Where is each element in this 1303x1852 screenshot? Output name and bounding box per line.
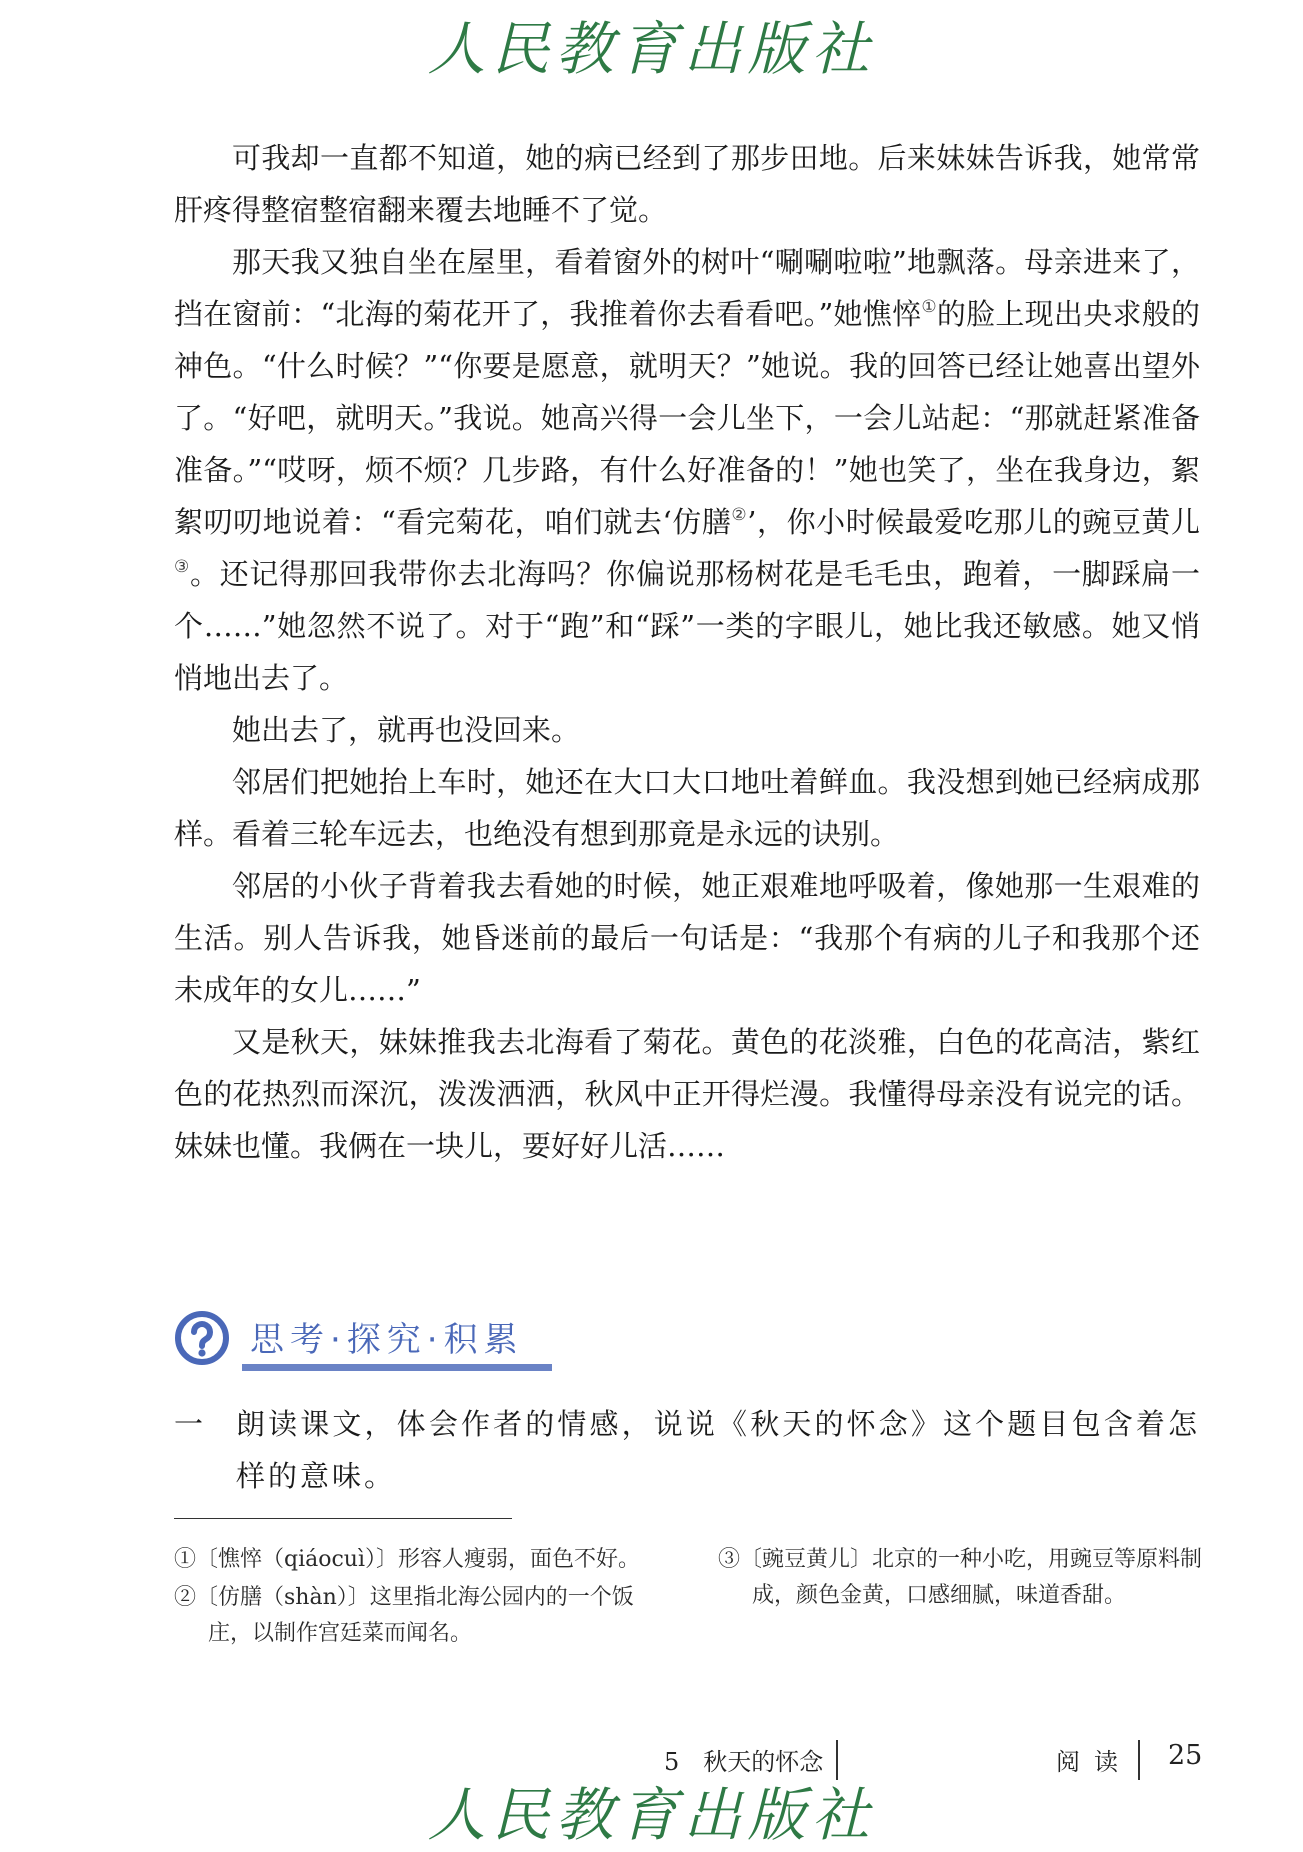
chapter-title: 5 秋天的怀念 [664,1748,824,1776]
section-title-underline [242,1364,552,1371]
publisher-logo-bottom: 人民教育出版社 [427,1781,876,1849]
publisher-logo-top: 人民教育出版社 [427,15,876,83]
paragraph-text: 邻居的小伙子背着我去看她的时候，她正艰难地呼吸着，像她那一生艰难的生活。别人告诉我，她昏迷前的最后一句话是：“我那个有病的儿子和我那个还未成年的女儿……” [174,869,1200,1007]
article-paragraph [174,704,1200,756]
paragraph-text: 可我却一直都不知道，她的病已经到了那步田地。后来妹妹告诉我，她常常肝疼得整宿整宿翻来覆去地睡不了觉。 [174,141,1200,227]
footnote-3: ③〔豌豆黄儿〕北京的一种小吃，用豌豆等原料制成，颜色金黄，口感细腻，味道香甜。 [718,1547,1203,1608]
paragraph-text: ’，你小时候最爱吃那儿的豌豆黄儿 [747,505,1200,539]
paragraph-text: 的脸上现出央求般的神色。“什么时候？”“你要是愿意，就明天？”她说。我的回答已经让她喜出望外了。“好吧，就明天。”我说。她高兴得一会儿坐下，一会儿站起：“那就赶紧准备准备。”“哎呀，烦不烦？几步路，有什么好准备的！”她也笑了，坐在我身边，絮絮叨叨地说着：“看完菊花，咱们就去‘仿膳 [174,297,1200,539]
question-item [174,1398,1200,1502]
footnote-divider [174,1518,512,1519]
article-paragraph [174,236,1200,704]
footnotes-right [718,1542,1208,1616]
paragraph-text: 。还记得那回我带你去北海吗？你偏说那杨树花是毛毛虫，跑着，一脚踩扁一个……”她忽然不说了。对于“跑”和“踩”一类的字眼儿，她比我还敏感。她又悄悄地出去了。 [174,557,1200,695]
article-paragraph [174,1016,1200,1172]
question-number: 一 [174,1407,204,1441]
paragraph-text: 那天我又独自坐在屋里，看着窗外的树叶“唰唰啦啦”地飘落。母亲进来了，挡在窗前：“北海的菊花开了，我推着你去看看吧。”她憔悴 [174,245,1200,331]
footnote-2: ②〔仿膳（shàn）〕这里指北海公园内的一个饭庄，以制作宫廷菜而闻名。 [174,1585,634,1646]
footnotes-left [174,1542,674,1654]
footnote-marker[interactable]: ① [921,297,937,317]
question-mark-icon [174,1310,230,1366]
footnote-1: ①〔憔悴（qiáocuì）〕形容人瘦弱，面色不好。 [174,1547,641,1572]
article-paragraph [174,860,1200,1016]
section-title: 思考·探究·积累 [250,1320,524,1360]
paragraph-text: 又是秋天，妹妹推我去北海看了菊花。黄色的花淡雅，白色的花高洁，紫红色的花热烈而深沉，泼泼洒洒，秋风中正开得烂漫。我懂得母亲没有说完的话。妹妹也懂。我俩在一块儿，要好好儿活…… [174,1025,1200,1163]
article-body [174,132,1200,1172]
footnote-marker[interactable]: ③ [174,557,190,577]
article-paragraph [174,756,1200,860]
paragraph-text: 她出去了，就再也没回来。 [232,713,581,747]
footnote-marker[interactable]: ② [731,505,748,525]
article-paragraph [174,132,1200,236]
page-number: 25 [1168,1740,1203,1771]
paragraph-text: 邻居们把她抬上车时，她还在大口大口地吐着鲜血。我没想到她已经病成那样。看着三轮车远去，也绝没有想到那竟是永远的诀别。 [174,765,1200,851]
question-text: 朗读课文，体会作者的情感，说说《秋天的怀念》这个题目包含着怎样的意味。 [236,1407,1200,1493]
section-header [174,1302,554,1382]
section-label: 阅读 [1056,1748,1132,1776]
